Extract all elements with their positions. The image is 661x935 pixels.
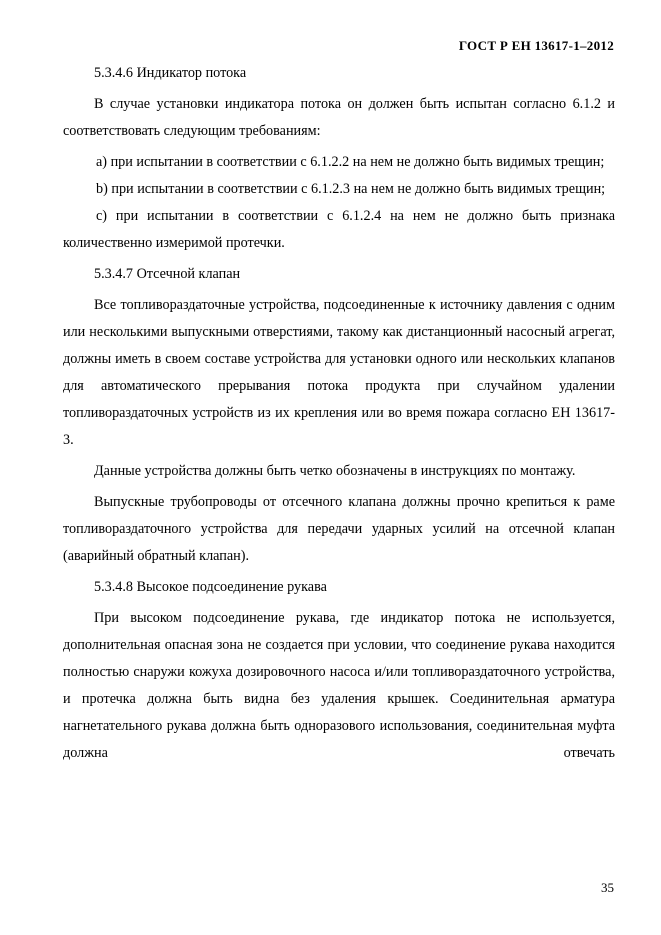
page-number: 35: [601, 880, 614, 895]
list-item: b) при испытании в соответствии с 6.1.2.3 на нем не должно быть видимых трещин;: [96, 181, 606, 197]
list-item: c) при испытании в соответствии с 6.1.2.4 на нем не должно быть признака количественно измеримой протечки.: [63, 208, 615, 251]
document-code-header: ГОСТ Р ЕН 13617-1–2012: [458, 38, 614, 53]
paragraph: При высоком подсоединение рукава, где индикатор потока не используется, дополнительная опасная зона не создается при условии, что соединение рукава находится полностью снаружи кожуха дозировочного насоса и/или топливораздаточного устройства, и протечка должна быть видна без удаления крышек. Соединительная арматура нагнетательного рукава должна быть одноразового использования, соединительная муфта должна отвечать: [63, 610, 615, 761]
section-heading: 5.3.4.7 Отсечной клапан: [94, 266, 241, 282]
paragraph: Данные устройства должны быть четко обозначены в инструкциях по монтажу.: [94, 463, 576, 479]
paragraph: Все топливораздаточные устройства, подсоединенные к источнику давления с одним или несколькими выпускными отверстиями, такому как дистанционный насосный агрегат, должны иметь в своем составе устройства для установки одного или нескольких клапанов для автоматического прерывания потока продукта при случайном удалении топливораздаточных устройств из их крепления или во время пожара согласно ЕН 13617-3.: [63, 297, 615, 448]
section-heading: 5.3.4.8 Высокое подсоединение рукава: [94, 579, 327, 595]
list-item: a) при испытании в соответствии с 6.1.2.2 на нем не должно быть видимых трещин;: [96, 154, 605, 170]
paragraph: Выпускные трубопроводы от отсечного клапана должны прочно крепиться к раме топливораздаточного устройства для передачи ударных усилий на отсечной клапан (аварийный обратный клапан).: [63, 494, 615, 564]
paragraph: В случае установки индикатора потока он должен быть испытан согласно 6.1.2 и соответствовать следующим требованиям:: [63, 96, 615, 139]
document-body: [63, 60, 615, 771]
section-heading: 5.3.4.6 Индикатор потока: [94, 65, 247, 81]
